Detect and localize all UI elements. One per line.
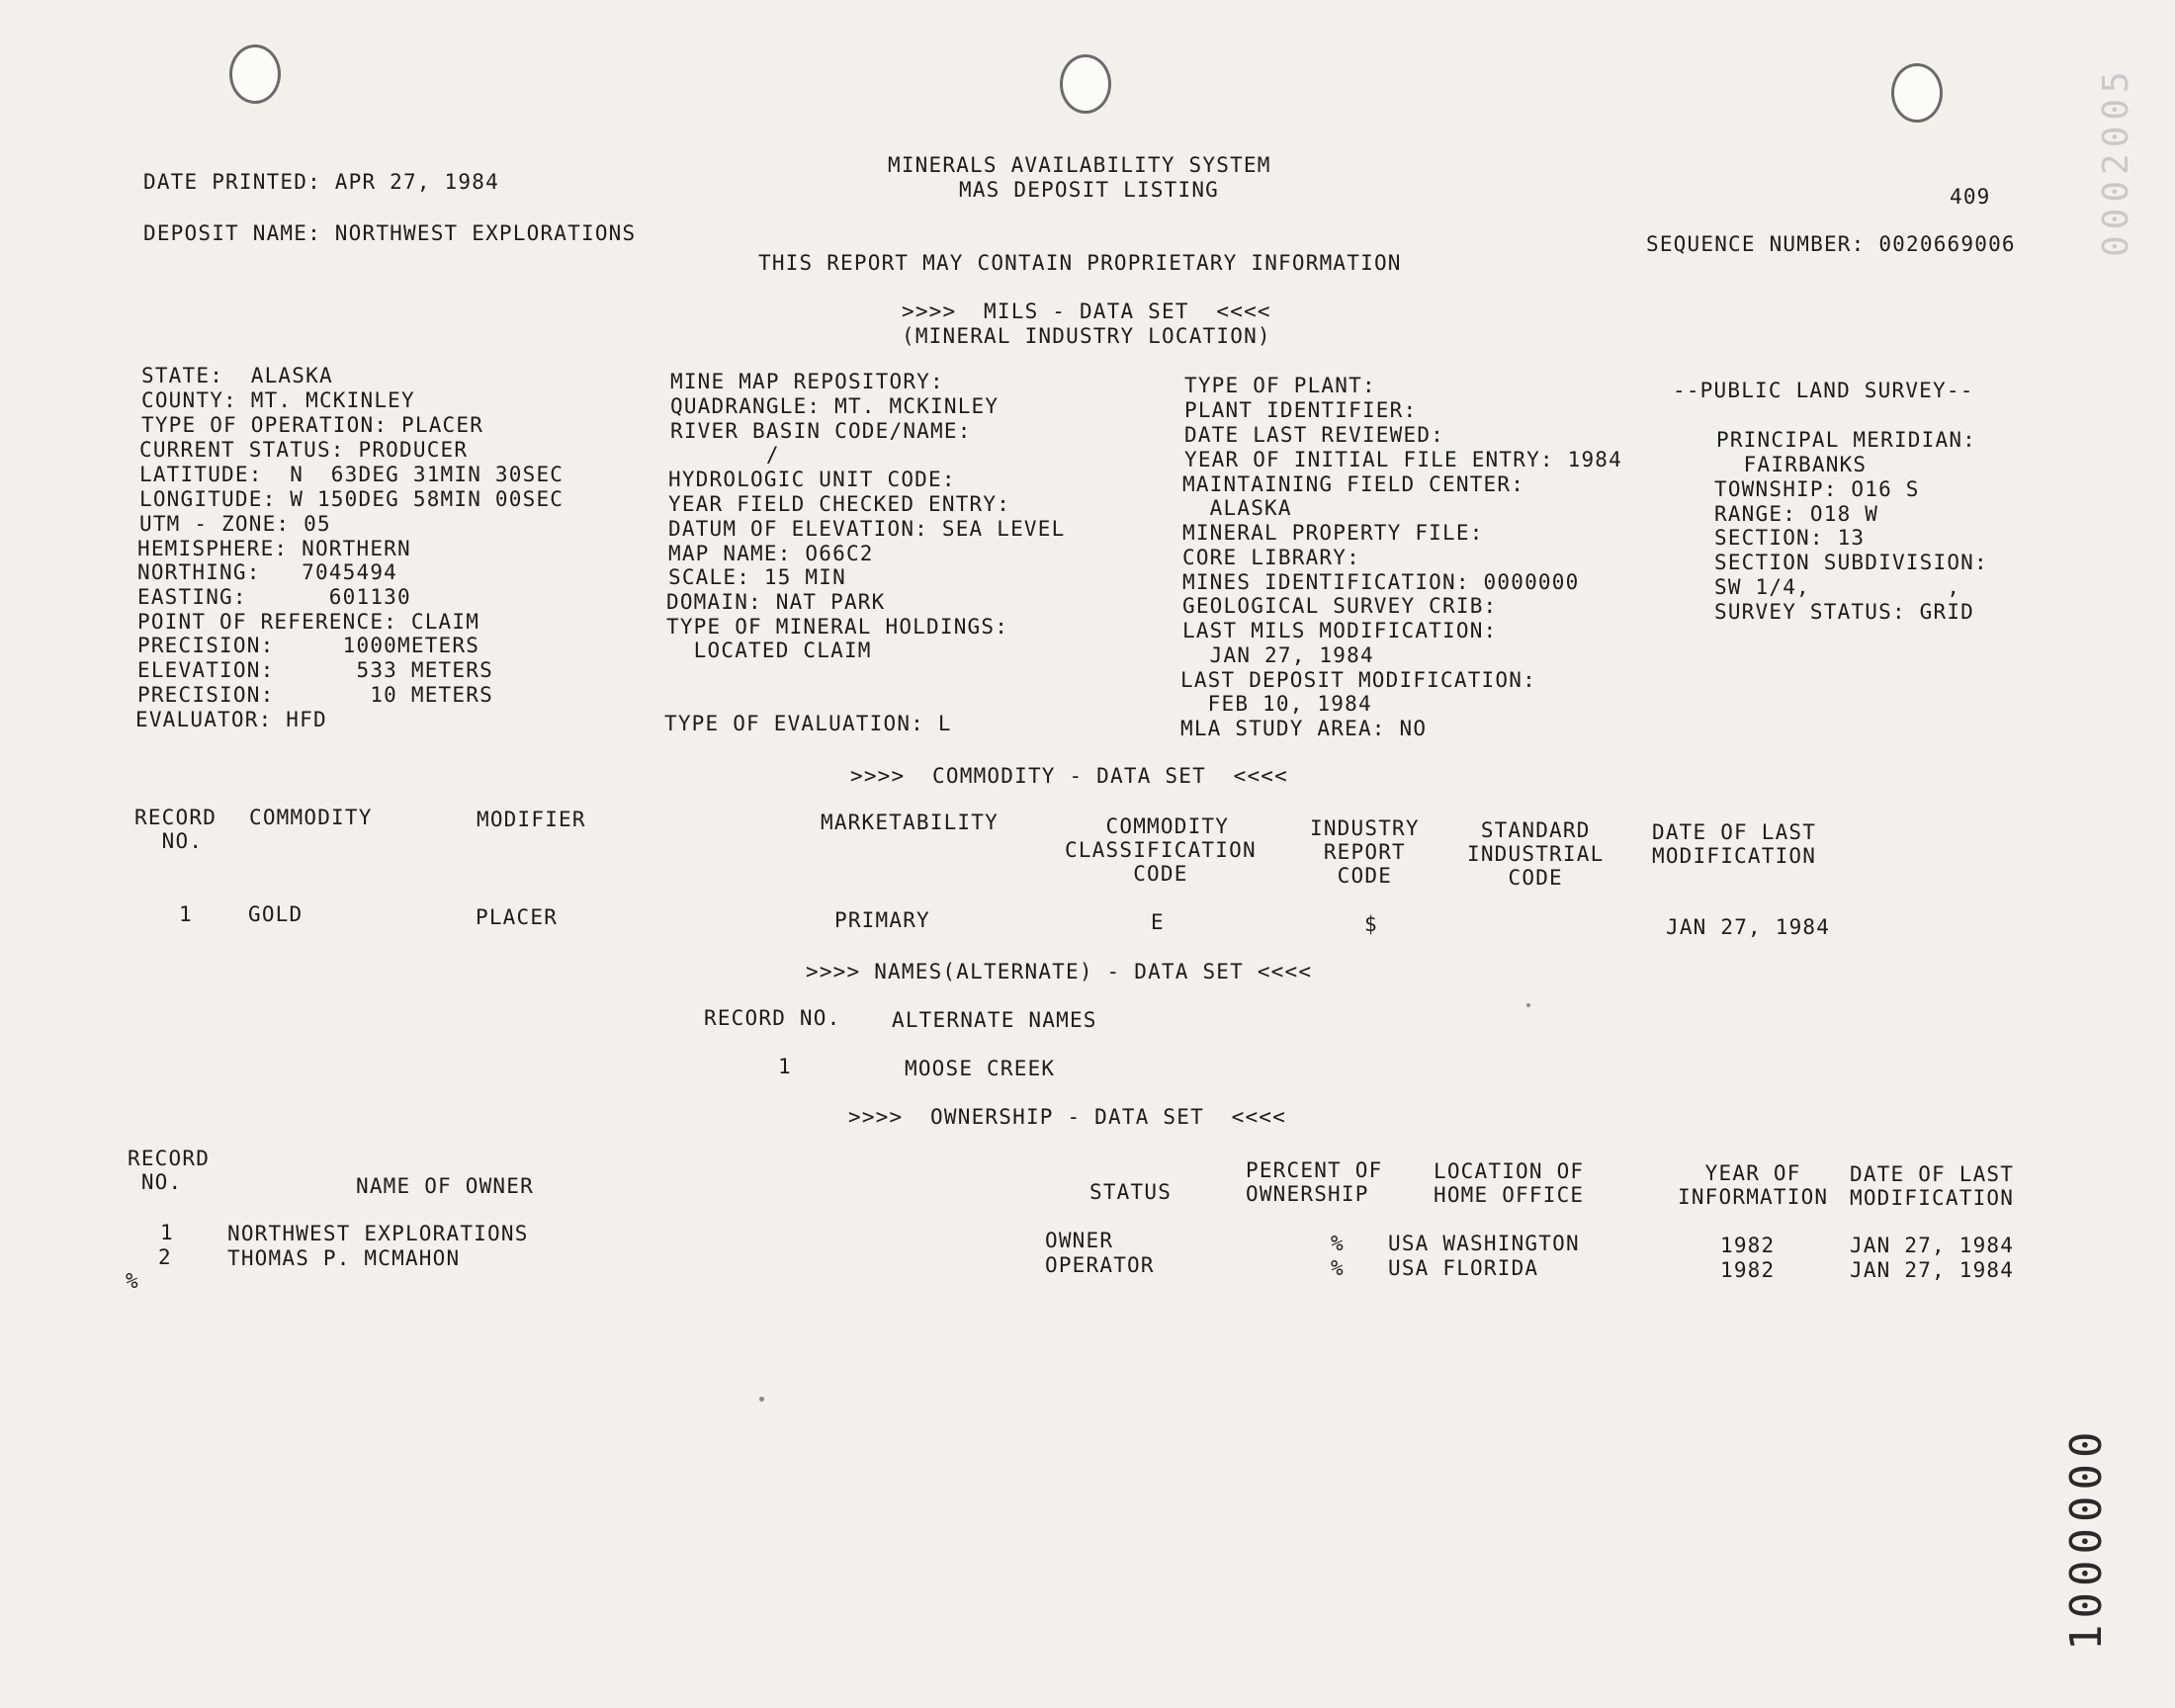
commodity-record-no: 1: [179, 902, 193, 926]
evaluator-field: EVALUATOR: HFD: [135, 708, 327, 731]
river-basin-value: /: [670, 443, 780, 467]
mines-identification-field: MINES IDENTIFICATION: 0000000: [1182, 570, 1580, 594]
scan-speck: [1526, 1003, 1530, 1007]
ownership-record-no: 1: [160, 1221, 174, 1244]
ownership-percent: %: [1331, 1232, 1345, 1255]
operation-type-field: TYPE OF OPERATION: PLACER: [141, 413, 484, 437]
commodity-marketability: PRIMARY: [834, 908, 930, 932]
commodity-record-no-header: RECORD NO.: [134, 806, 218, 853]
section-subdivision-field: SECTION SUBDIVISION:: [1714, 551, 1988, 574]
survey-heading: --PUBLIC LAND SURVEY--: [1673, 379, 1974, 402]
year-field-checked-field: YEAR FIELD CHECKED ENTRY:: [668, 492, 1011, 516]
last-deposit-modification-value: FEB 10, 1984: [1180, 692, 1372, 716]
page-number: 409: [1950, 185, 1991, 209]
names-record-no: 1: [778, 1055, 792, 1078]
northing-field: NORTHING: 7045494: [137, 560, 398, 584]
township-field: TOWNSHIP: O16 S: [1714, 477, 1920, 501]
bottom-right-stamp: 1000000: [2061, 1425, 2112, 1651]
hemisphere-field: HEMISPHERE: NORTHERN: [137, 537, 411, 560]
punch-hole-right: [1891, 63, 1943, 123]
section-subdivision-value: SW 1/4, ,: [1714, 575, 1961, 599]
scale-field: SCALE: 15 MIN: [668, 565, 846, 589]
county-field: COUNTY: MT. MCKINLEY: [141, 388, 415, 412]
field-center-field: MAINTAINING FIELD CENTER:: [1182, 472, 1525, 496]
scan-speck: [759, 1397, 764, 1402]
range-field: RANGE: O18 W: [1714, 502, 1879, 526]
mils-heading: >>>> MILS - DATA SET <<<<: [902, 299, 1271, 323]
alternate-names-header: ALTERNATE NAMES: [892, 1008, 1097, 1032]
punch-hole-center: [1060, 54, 1111, 114]
sequence-number: SEQUENCE NUMBER: 0020669006: [1646, 232, 2016, 256]
commodity-heading: >>>> COMMODITY - DATA SET <<<<: [850, 764, 1288, 788]
mine-map-repository-field: MINE MAP REPOSITORY:: [670, 370, 944, 393]
mineral-property-file-field: MINERAL PROPERTY FILE:: [1182, 521, 1484, 545]
trailing-percent-mark: %: [126, 1269, 139, 1293]
commodity-name: GOLD: [248, 902, 304, 926]
ownership-record-no: 2: [158, 1245, 172, 1269]
listing-title: MAS DEPOSIT LISTING: [959, 178, 1220, 202]
deposit-name: DEPOSIT NAME: NORTHWEST EXPLORATIONS: [143, 221, 637, 245]
ownership-status: OPERATOR: [1045, 1253, 1155, 1277]
top-right-faint-stamp: 0002005: [2096, 65, 2136, 257]
names-record-no-header: RECORD NO.: [704, 1006, 841, 1030]
alternate-name: MOOSE CREEK: [905, 1057, 1056, 1080]
ownership-location: USA FLORIDA: [1388, 1256, 1539, 1280]
section-field: SECTION: 13: [1714, 526, 1866, 550]
system-title: MINERALS AVAILABILITY SYSTEM: [888, 153, 1271, 177]
mineral-holdings-field: TYPE OF MINERAL HOLDINGS:: [666, 615, 1009, 639]
year-of-information-header: YEAR OF INFORMATION: [1678, 1161, 1829, 1209]
commodity-header: COMMODITY: [249, 806, 373, 829]
easting-field: EASTING: 601130: [137, 585, 411, 609]
map-name-field: MAP NAME: O66C2: [668, 542, 874, 565]
ownership-date-header: DATE OF LAST MODIFICATION: [1850, 1162, 2015, 1210]
principal-meridian-value: FAIRBANKS: [1716, 453, 1868, 476]
survey-status-field: SURVEY STATUS: GRID: [1714, 600, 1975, 624]
longitude-field: LONGITUDE: W 150DEG 58MIN 00SEC: [139, 487, 565, 511]
current-status-field: CURRENT STATUS: PRODUCER: [139, 438, 469, 462]
type-of-evaluation-field: TYPE OF EVALUATION: L: [664, 712, 952, 735]
marketability-header: MARKETABILITY: [821, 811, 999, 834]
commodity-date-modified: JAN 27, 1984: [1666, 915, 1831, 939]
ownership-year: 1982: [1720, 1234, 1776, 1257]
names-heading: >>>> NAMES(ALTERNATE) - DATA SET <<<<: [806, 960, 1313, 983]
river-basin-field: RIVER BASIN CODE/NAME:: [670, 419, 972, 443]
hydrologic-unit-field: HYDROLOGIC UNIT CODE:: [668, 468, 956, 491]
commodity-modifier: PLACER: [476, 905, 559, 929]
owner-name: NORTHWEST EXPLORATIONS: [227, 1222, 529, 1245]
mils-subheading: (MINERAL INDUSTRY LOCATION): [902, 324, 1271, 348]
percent-ownership-header: PERCENT OF OWNERSHIP: [1246, 1158, 1383, 1206]
precision-field-2: PRECISION: 10 METERS: [137, 683, 493, 707]
last-mils-modification-field: LAST MILS MODIFICATION:: [1182, 619, 1498, 642]
ownership-record-no-header: RECORD NO.: [128, 1147, 211, 1194]
ownership-heading: >>>> OWNERSHIP - DATA SET <<<<: [848, 1105, 1286, 1129]
commodity-industry-code: $: [1364, 912, 1378, 936]
elevation-field: ELEVATION: 533 METERS: [137, 658, 493, 682]
modifier-header: MODIFIER: [477, 808, 586, 831]
classification-header: COMMODITY CLASSIFICATION CODE: [1065, 814, 1257, 886]
principal-meridian-field: PRINCIPAL MERIDIAN:: [1716, 428, 1977, 452]
domain-field: DOMAIN: NAT PARK: [666, 590, 886, 614]
last-mils-modification-value: JAN 27, 1984: [1182, 643, 1374, 667]
commodity-date-header: DATE OF LAST MODIFICATION: [1652, 820, 1817, 868]
date-last-reviewed-field: DATE LAST REVIEWED:: [1184, 423, 1445, 447]
standard-industrial-header: STANDARD INDUSTRIAL CODE: [1467, 818, 1605, 890]
datum-of-elevation-field: DATUM OF ELEVATION: SEA LEVEL: [668, 517, 1066, 541]
ownership-date-modified: JAN 27, 1984: [1850, 1234, 2015, 1257]
latitude-field: LATITUDE: N 63DEG 31MIN 30SEC: [139, 463, 565, 486]
punch-hole-left: [229, 44, 281, 104]
mineral-holdings-value: LOCATED CLAIM: [666, 639, 872, 662]
field-center-value: ALASKA: [1182, 496, 1292, 520]
plant-identifier-field: PLANT IDENTIFIER:: [1184, 398, 1418, 422]
ownership-status: OWNER: [1045, 1229, 1114, 1252]
ownership-percent: %: [1331, 1256, 1345, 1280]
industry-report-header: INDUSTRY REPORT CODE: [1310, 816, 1420, 888]
utm-zone-field: UTM - ZONE: 05: [139, 512, 331, 536]
initial-file-entry-field: YEAR OF INITIAL FILE ENTRY: 1984: [1184, 448, 1622, 471]
quadrangle-field: QUADRANGLE: MT. MCKINLEY: [670, 394, 1000, 418]
ownership-year: 1982: [1720, 1258, 1776, 1282]
last-deposit-modification-field: LAST DEPOSIT MODIFICATION:: [1180, 668, 1536, 692]
status-header: STATUS: [1089, 1180, 1173, 1204]
type-of-plant-field: TYPE OF PLANT:: [1184, 374, 1376, 397]
home-office-header: LOCATION OF HOME OFFICE: [1434, 1159, 1585, 1207]
date-printed: DATE PRINTED: APR 27, 1984: [143, 170, 499, 194]
survey-crib-field: GEOLOGICAL SURVEY CRIB:: [1182, 594, 1498, 618]
mla-study-area-field: MLA STUDY AREA: NO: [1180, 717, 1428, 740]
commodity-classification: E: [1151, 910, 1165, 934]
core-library-field: CORE LIBRARY:: [1182, 546, 1360, 569]
owner-name-header: NAME OF OWNER: [356, 1174, 534, 1198]
owner-name: THOMAS P. MCMAHON: [227, 1246, 461, 1270]
point-of-reference-field: POINT OF REFERENCE: CLAIM: [137, 610, 480, 634]
precision-field-1: PRECISION: 1000METERS: [137, 634, 480, 657]
proprietary-notice: THIS REPORT MAY CONTAIN PROPRIETARY INFORMATION: [758, 251, 1402, 275]
ownership-location: USA WASHINGTON: [1388, 1232, 1580, 1255]
state-field: STATE: ALASKA: [141, 364, 333, 387]
ownership-date-modified: JAN 27, 1984: [1850, 1258, 2015, 1282]
